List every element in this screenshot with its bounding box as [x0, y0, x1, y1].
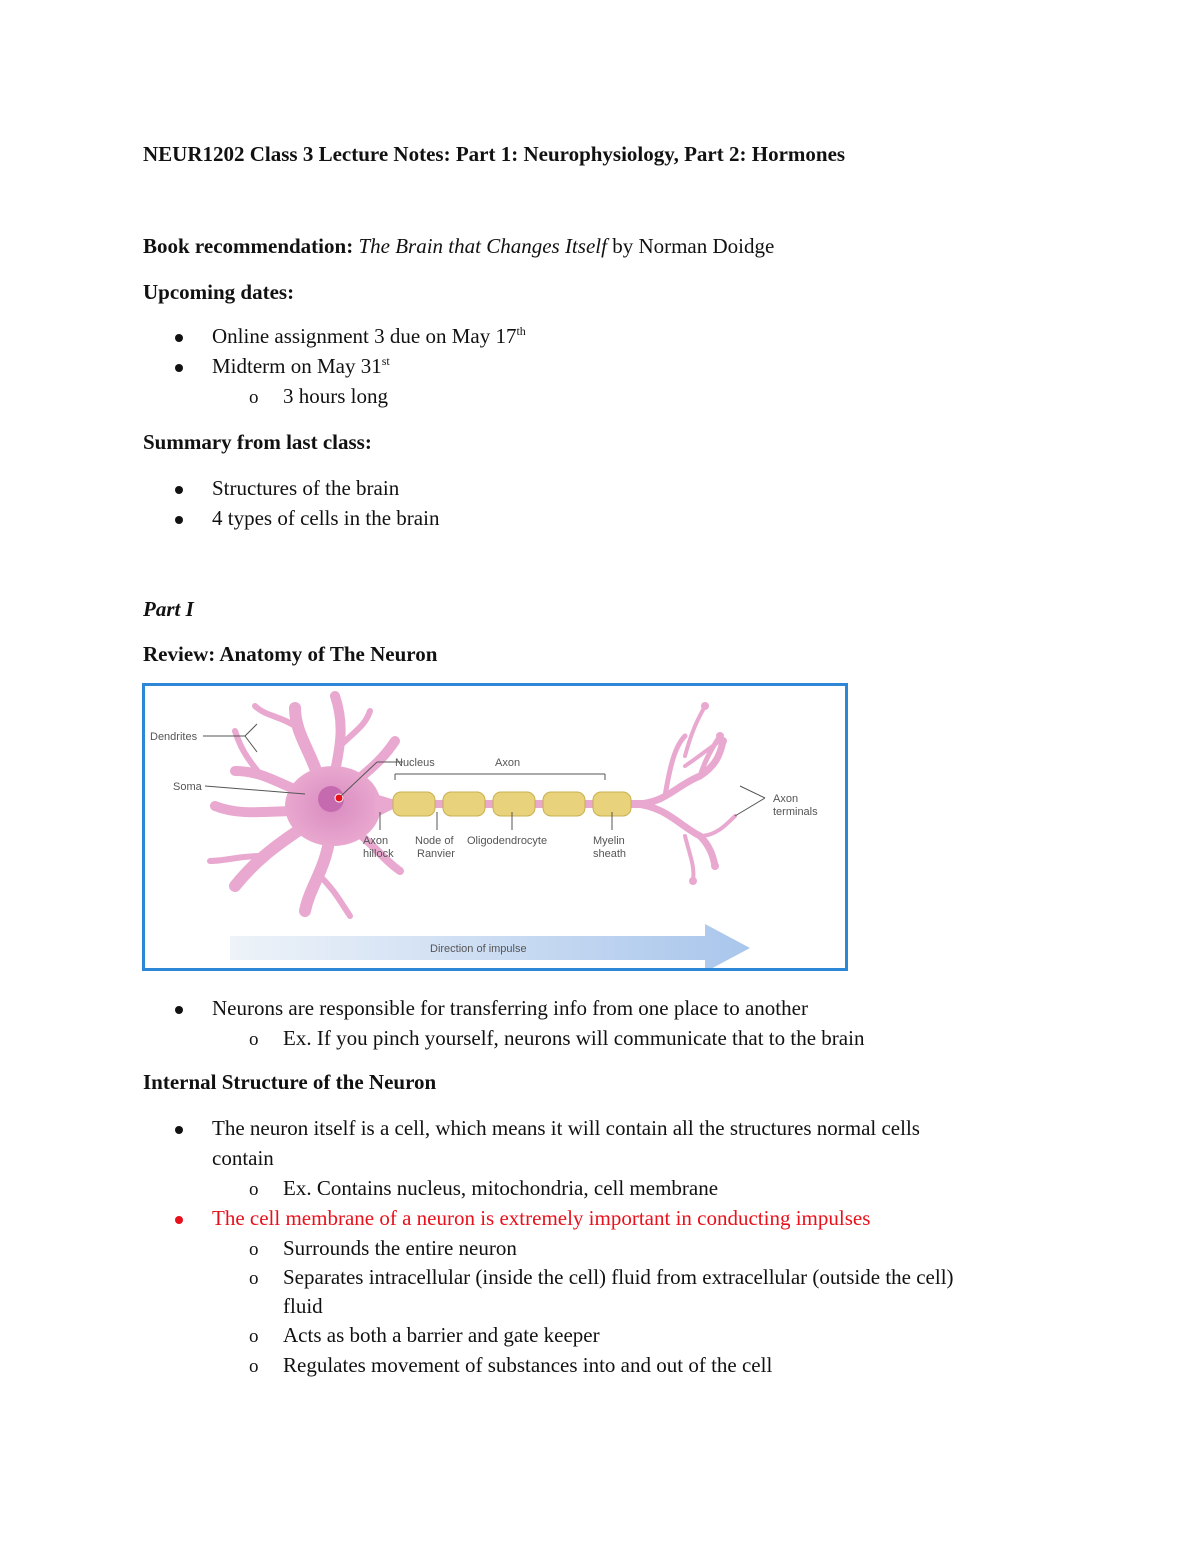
upcoming-item-midterm — [212, 354, 390, 379]
label-axon-hillock: hillock — [363, 848, 394, 860]
sub-bullet-icon: o — [249, 1268, 259, 1289]
bullet-icon — [175, 516, 183, 524]
internal-item-continued: contain — [212, 1146, 274, 1170]
sub-bullet-icon: o — [249, 1239, 259, 1260]
summary-heading: Summary from last class: — [143, 430, 372, 454]
review-heading: Review: Anatomy of The Neuron — [143, 642, 438, 666]
superscript: st — [381, 354, 390, 368]
summary-item: Structures of the brain — [212, 476, 400, 500]
membrane-point: Separates intracellular (inside the cell) fluid from extracellular (outside the cell) — [283, 1265, 954, 1289]
label-node-of-ranvier: Ranvier — [417, 848, 455, 860]
bullet-icon — [175, 364, 183, 372]
neuron-anatomy-figure — [142, 683, 848, 971]
sub-bullet-icon: o — [249, 387, 259, 408]
label-axon-terminals: Axon — [773, 793, 799, 805]
bullet-icon — [175, 334, 183, 342]
membrane-point: Acts as both a barrier and gate keeper — [283, 1323, 600, 1347]
label-direction: Direction of impulse — [430, 943, 527, 955]
label-myelin-sheath: Myelin — [593, 835, 625, 847]
neuron-diagram — [145, 686, 845, 968]
book-author: by Norman Doidge — [612, 234, 775, 258]
internal-item: The neuron itself is a cell, which means it will contain all the structures normal cells — [212, 1116, 920, 1140]
label-dendrites: Dendrites — [150, 731, 198, 743]
bullet-icon — [175, 1216, 183, 1224]
label-node-of-ranvier: Node of — [415, 835, 454, 847]
label-axon-terminals: terminals — [773, 806, 818, 818]
membrane-point: Regulates movement of substances into and out of the cell — [283, 1353, 773, 1377]
book-label: Book recommendation: — [143, 234, 354, 258]
document-title: NEUR1202 Class 3 Lecture Notes: Part 1: Neurophysiology, Part 2: Hormones — [143, 142, 846, 166]
sub-bullet-icon: o — [249, 1326, 259, 1347]
label-axon: Axon — [495, 757, 521, 769]
label-axon-hillock: Axon — [363, 835, 389, 847]
internal-item-highlight: The cell membrane of a neuron is extremely important in conducting impulses — [212, 1206, 871, 1230]
bullet-icon — [175, 486, 183, 494]
neuron-info-sub: Ex. If you pinch yourself, neurons will communicate that to the brain — [283, 1026, 865, 1050]
midterm-duration: 3 hours long — [283, 384, 388, 408]
internal-item-sub: Ex. Contains nucleus, mitochondria, cell membrane — [283, 1176, 719, 1200]
upcoming-heading: Upcoming dates: — [143, 280, 295, 304]
sub-bullet-icon: o — [249, 1029, 259, 1050]
upcoming-item-assignment — [212, 324, 526, 349]
membrane-point-continued: fluid — [283, 1294, 323, 1318]
book-title: The Brain that Changes Itself — [358, 234, 607, 258]
sub-bullet-icon: o — [249, 1179, 259, 1200]
label-nucleus: Nucleus — [395, 757, 435, 769]
bullet-icon — [175, 1006, 183, 1014]
bullet-icon — [175, 1126, 183, 1134]
label-oligodendrocyte: Oligodendrocyte — [467, 835, 548, 847]
membrane-point: Surrounds the entire neuron — [283, 1236, 517, 1260]
label-soma: Soma — [173, 781, 202, 793]
sub-bullet-icon: o — [249, 1356, 259, 1377]
superscript: th — [516, 324, 526, 338]
summary-item: 4 types of cells in the brain — [212, 506, 440, 530]
upcoming-item-text: Online assignment 3 due on May 17 — [212, 324, 517, 348]
neuron-info-item: Neurons are responsible for transferring info from one place to another — [212, 996, 808, 1020]
label-myelin-sheath: sheath — [593, 848, 627, 860]
book-recommendation — [143, 234, 774, 259]
upcoming-item-text: Midterm on May 31 — [212, 354, 382, 378]
internal-heading: Internal Structure of the Neuron — [143, 1070, 437, 1094]
part-heading: Part I — [143, 597, 194, 621]
